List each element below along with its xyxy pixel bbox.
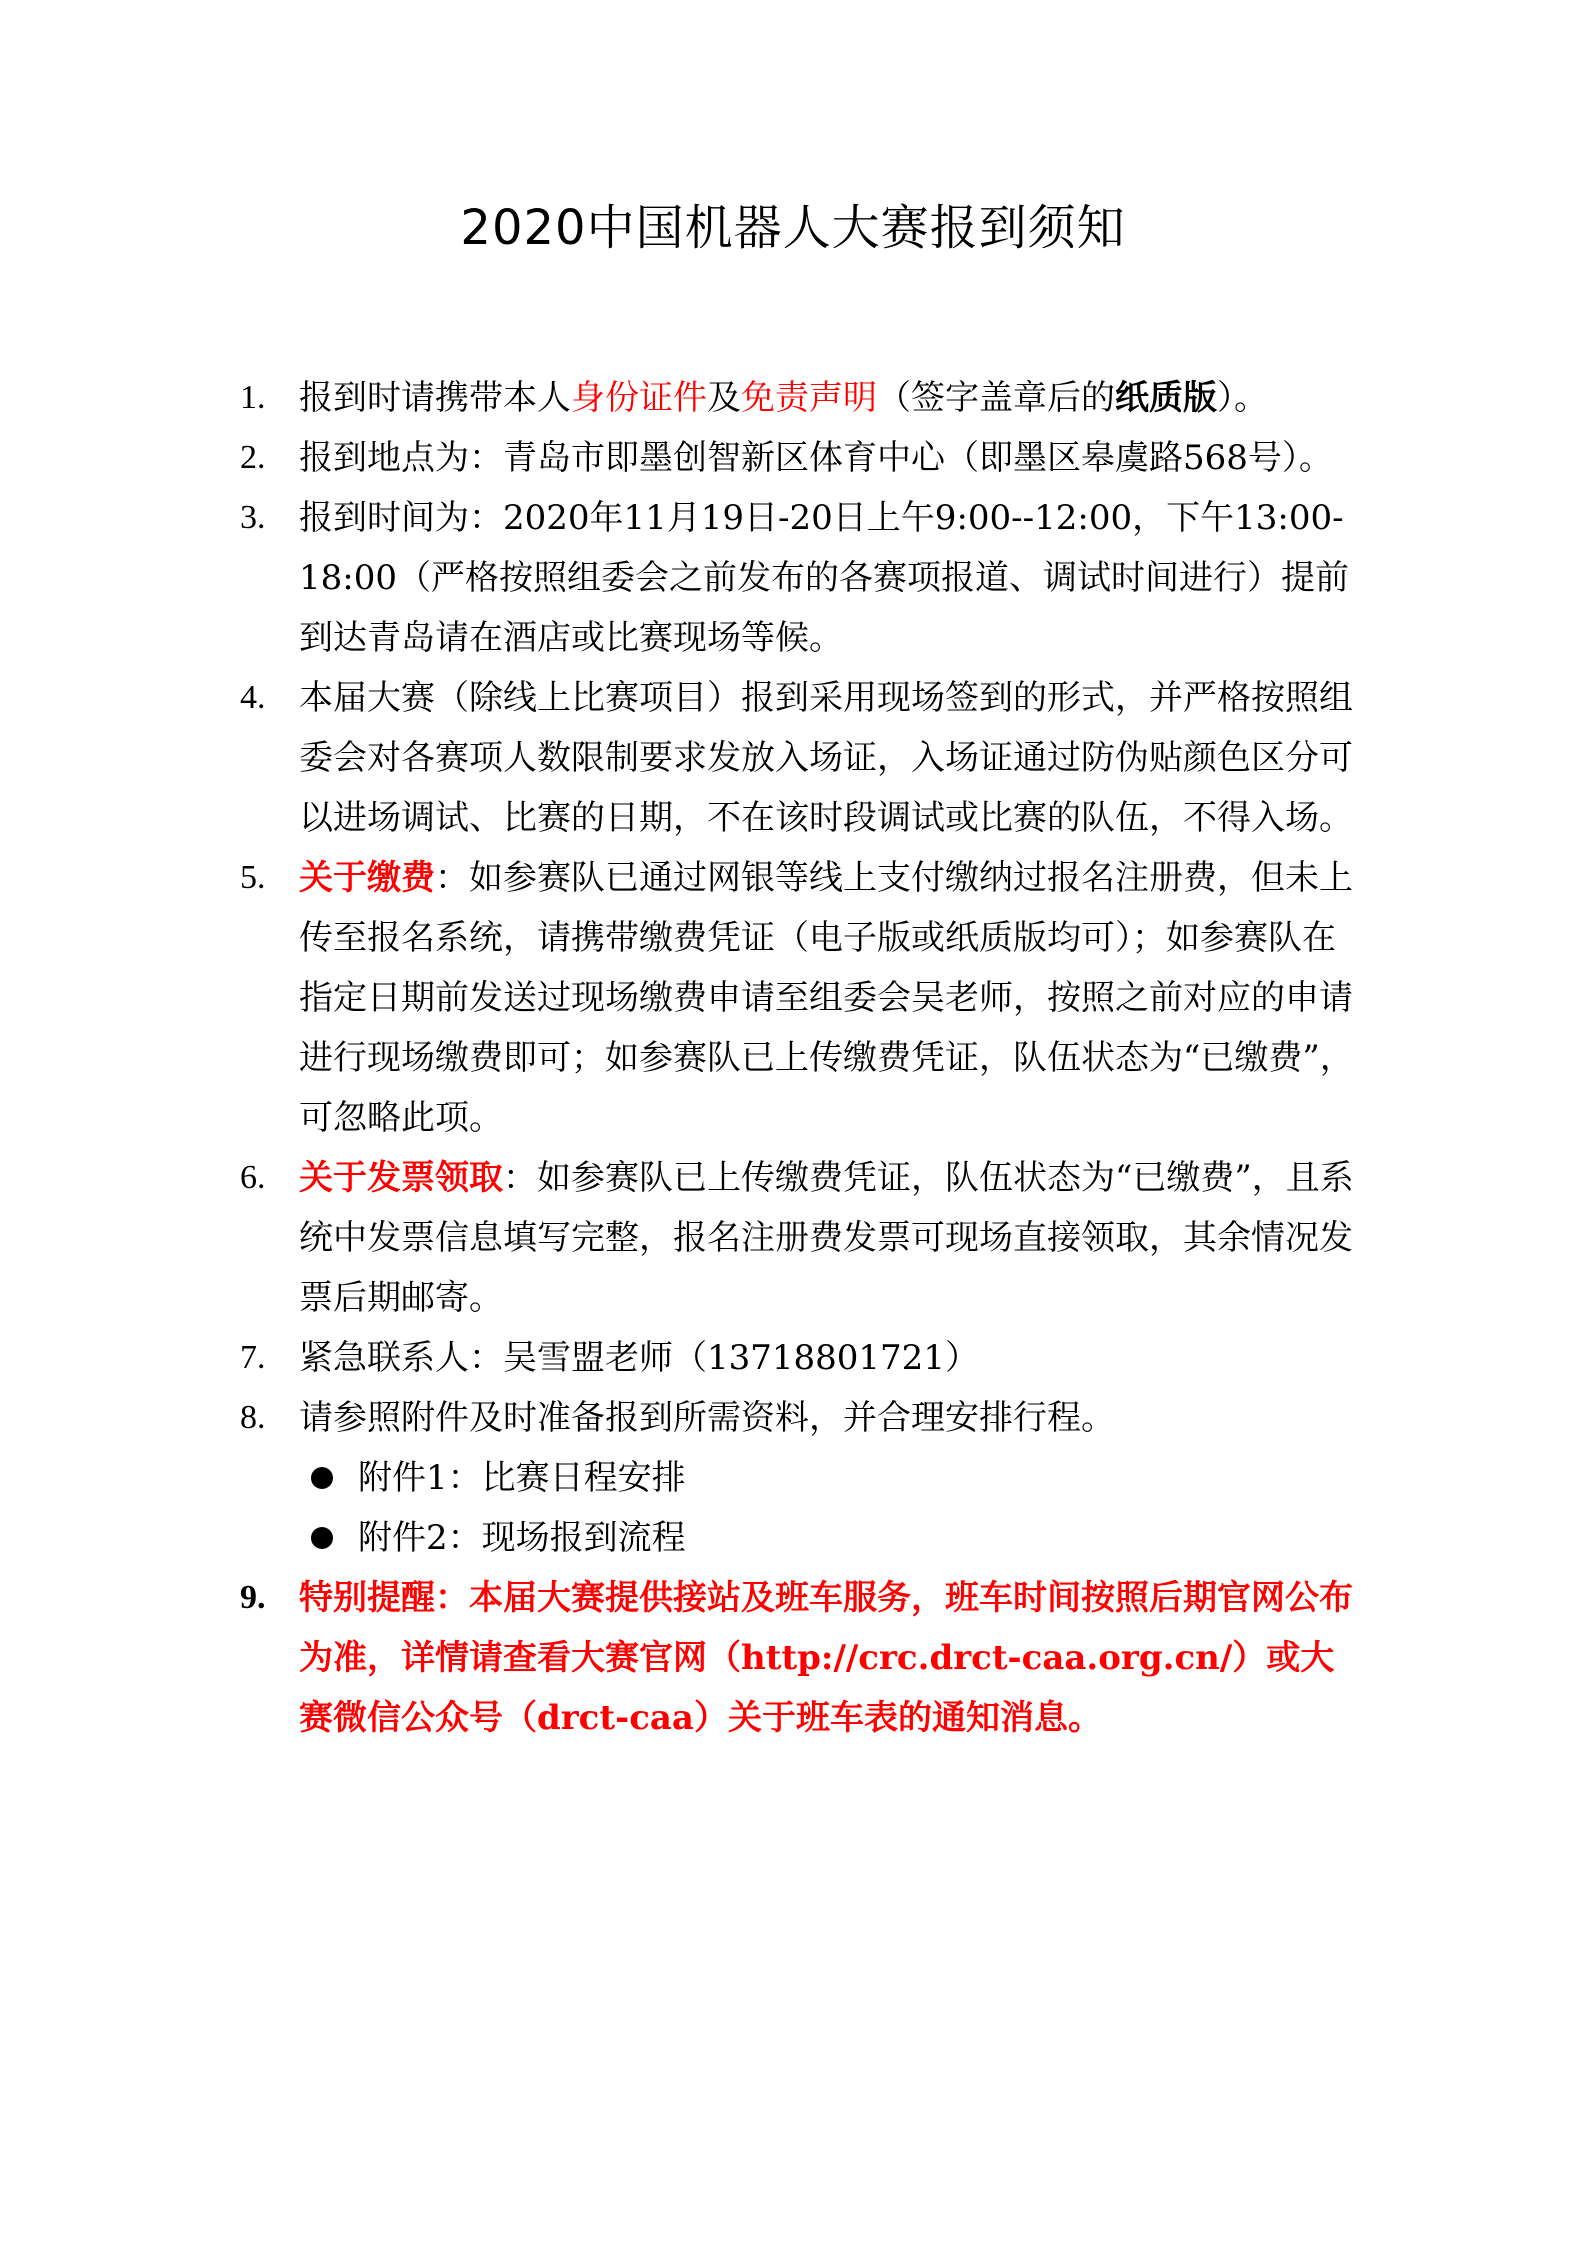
paper-version-emphasis: 纸质版 xyxy=(1115,378,1217,418)
list-item-4 xyxy=(240,668,1356,848)
item-number: 7. xyxy=(240,1339,266,1376)
attachment-item-1 xyxy=(240,1448,1356,1508)
item-number: 9. xyxy=(240,1579,266,1616)
item-text: 请参照附件及时准备报到所需资料，并合理安排行程。 xyxy=(299,1398,1115,1438)
item-number: 2. xyxy=(240,439,266,476)
item-text: 报到时请携带本人 xyxy=(299,378,571,418)
item-text: 报到地点为：青岛市即墨创智新区体育中心（即墨区皋虞路568号）。 xyxy=(299,438,1333,478)
list-item-8 xyxy=(240,1388,1356,1448)
item-text: ）。 xyxy=(1217,378,1268,418)
document-title: 2020中国机器人大赛报到须知 xyxy=(460,200,1126,256)
item-text: 报到时间为：2020年11月19日-20日上午9:00--12:00，下午13:00-18:00（严格按照组委会之前发布的各赛项报道、调试时间进行）提前到达青岛请在酒店或比赛现场等候。 xyxy=(299,498,1349,658)
item-number: 6. xyxy=(240,1159,266,1196)
list-item-6 xyxy=(240,1148,1356,1328)
attachment-text: 附件2：现场报到流程 xyxy=(358,1518,686,1558)
attachment-text: 附件1：比赛日程安排 xyxy=(358,1458,686,1498)
item-number: 3. xyxy=(240,499,266,536)
item-number: 8. xyxy=(240,1399,266,1436)
item-text: ：如参赛队已上传缴费凭证，队伍状态为“已缴费”，且系统中发票信息填写完整，报名注册费发票可现场直接领取，其余情况发票后期邮寄。 xyxy=(299,1158,1354,1318)
item-text: ：如参赛队已通过网银等线上支付缴纳过报名注册费，但未上传至报名系统，请携带缴费凭证（电子版或纸质版均可）；如参赛队在指定日期前发送过现场缴费申请至组委会吴老师，按照之前对应的申请进行现场缴费即可；如参赛队已上传缴费凭证，队伍状态为“已缴费”，可忽略此项。 xyxy=(299,858,1354,1138)
disclaimer-highlight: 免责声明 xyxy=(741,378,877,418)
item-number: 4. xyxy=(240,679,266,716)
list-item-7 xyxy=(240,1328,1356,1388)
attachment-item-2 xyxy=(240,1508,1356,1568)
id-document-highlight: 身份证件 xyxy=(571,378,707,418)
list-item-9 xyxy=(240,1568,1356,1748)
list-item-2 xyxy=(240,428,1356,488)
notice-list xyxy=(240,368,1356,1748)
emergency-contact: 紧急联系人：吴雪盟老师（13718801721） xyxy=(299,1338,979,1378)
item-text: 及 xyxy=(707,378,741,418)
bullet-icon xyxy=(311,1527,333,1549)
item-number: 5. xyxy=(240,859,266,896)
fee-label: 关于缴费 xyxy=(299,858,435,898)
list-item-5 xyxy=(240,848,1356,1148)
list-item-3 xyxy=(240,488,1356,668)
list-item-1 xyxy=(240,368,1356,428)
invoice-label: 关于发票领取 xyxy=(299,1158,503,1198)
item-text: （签字盖章后的 xyxy=(877,378,1115,418)
special-reminder-text: 特别提醒：本届大赛提供接站及班车服务，班车时间按照后期官网公布为准，详情请查看大赛官网（http://crc.drct-caa.org.cn/）或大赛微信公众号（drct-caa）关于班车表的通知消息。 xyxy=(299,1578,1353,1738)
item-number: 1. xyxy=(240,379,266,416)
bullet-icon xyxy=(311,1467,333,1489)
item-text: 本届大赛（除线上比赛项目）报到采用现场签到的形式，并严格按照组委会对各赛项人数限制要求发放入场证，入场证通过防伪贴颜色区分可以进场调试、比赛的日期，不在该时段调试或比赛的队伍，不得入场。 xyxy=(299,678,1353,838)
